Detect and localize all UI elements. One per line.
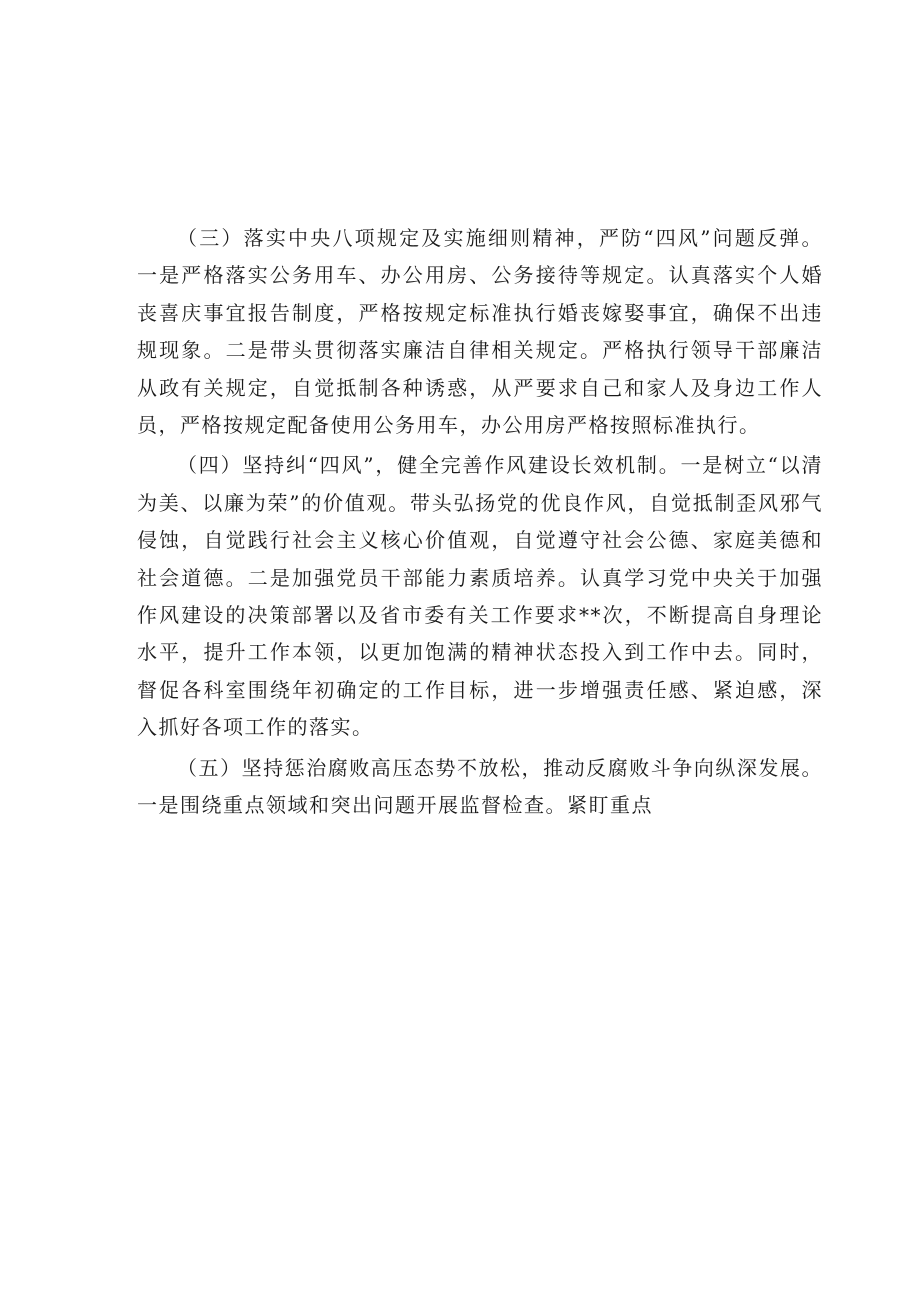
document-body [137,220,823,825]
paragraph-section-five: （五）坚持惩治腐败高压态势不放松，推动反腐败斗争向纵深发展。一是围绕重点领域和突出问题开展监督检查。紧盯重点 [137,755,823,818]
paragraph-section-four: （四）坚持纠“四风”，健全完善作风建设长效机制。一是树立“以清为美、以廉为荣”的价值观。带头弘扬党的优良作风，自觉抵制歪风邪气侵蚀，自觉践行社会主义核心价值观，自觉遵守社会公德、家庭美德和社会道德。二是加强党员干部能力素质培养。认真学习党中央关于加强作风建设的决策部署以及省市委有关工作要求**次，不断提高自身理论水平，提升工作本领，以更加饱满的精神状态投入到工作中去。同时，督促各科室围绕年初确定的工作目标，进一步增强责任感、紧迫感，深入抓好各项工作的落实。 [137,453,823,740]
paragraph-section-three: （三）落实中央八项规定及实施细则精神，严防“四风”问题反弹。一是严格落实公务用车、办公用房、公务接待等规定。认真落实个人婚丧喜庆事宜报告制度，严格按规定标准执行婚丧嫁娶事宜，确保不出违规现象。二是带头贯彻落实廉洁自律相关规定。严格执行领导干部廉洁从政有关规定，自觉抵制各种诱惑，从严要求自己和家人及身边工作人员，严格按规定配备使用公务用车，办公用房严格按照标准执行。 [137,226,823,438]
